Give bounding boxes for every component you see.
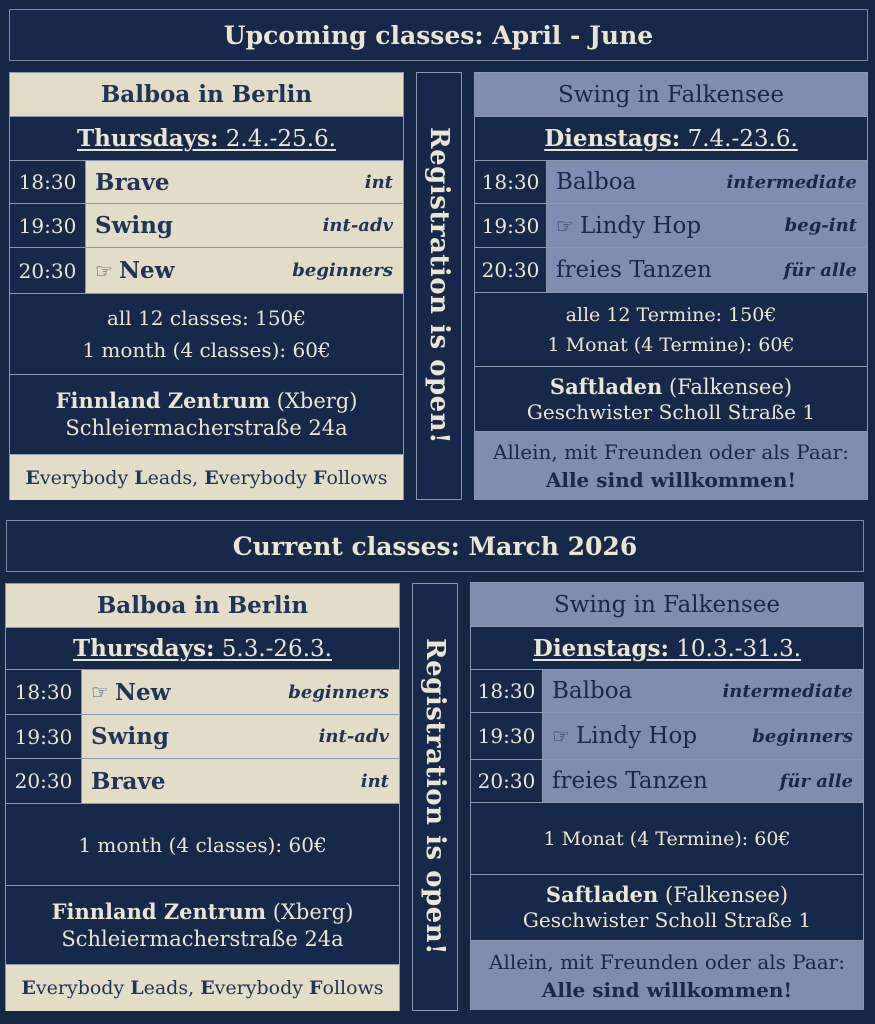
class-name: freies Tanzen [552,768,708,794]
welcome-line: Alle sind willkommen! [541,977,793,1002]
time-cell: 20:30 [10,248,85,293]
schedule-table [475,161,867,292]
time-cell: 19:30 [6,715,81,758]
time-cell: 18:30 [471,670,542,712]
welcome-line: Alle sind willkommen! [545,468,797,492]
date-range [10,117,403,160]
class-level: int-adv [318,726,389,747]
class-level: für alle [783,259,857,281]
venue-box [6,886,399,964]
time-cell: 18:30 [10,161,85,203]
venue-area: (Falkensee) [665,883,789,907]
class-name: ☞ Lindy Hop [552,723,698,749]
class-level: beginners [288,681,389,703]
schedule-table [6,670,399,803]
time-cell: 18:30 [475,161,546,203]
pointing-hand-icon: ☞ [556,213,574,238]
price-line: alle 12 Termine: 150€ [565,303,777,326]
schedule-table [10,161,403,293]
date-prefix: Dienstags: [532,634,669,662]
venue-box [475,367,867,431]
date-range [6,628,399,669]
class-row [86,204,403,247]
time-cell: 20:30 [475,248,546,292]
class-level: für alle [779,770,853,792]
price-line: 1 Monat (4 Termine): 60€ [547,333,795,356]
class-row [82,759,399,803]
class-row [86,248,403,293]
class-row [543,713,863,759]
time-cell: 20:30 [6,759,81,803]
class-row [547,204,867,247]
current-swing-falkensee-panel [470,582,864,1010]
venue-street: Geschwister Scholl Straße 1 [522,908,812,932]
welcome-line: Allein, mit Freunden oder als Paar: [493,440,849,464]
registration-open-label: Registration is open! [412,583,458,1011]
date-value: 2.4.-25.6. [225,126,336,152]
panel-title: Balboa in Berlin [6,584,399,627]
price-box [471,803,863,874]
pointing-hand-icon: ☞ [91,680,109,704]
time-cell: 18:30 [6,670,81,714]
venue-box [10,375,403,454]
venue-area: (Xberg) [272,899,354,924]
class-name: Swing [91,723,169,750]
welcome-line: Allein, mit Freunden oder als Paar: [489,949,845,974]
venue-area: (Falkensee) [669,374,793,399]
motto: Everybody Leads, Everybody Follows [10,455,403,500]
time-cell: 20:30 [471,760,542,802]
date-range [475,117,867,160]
price-box [10,294,403,374]
class-level: int [364,171,393,193]
date-value: 5.3.-26.3. [221,636,332,662]
price-line: 1 Monat (4 Termine): 60€ [543,827,791,850]
upcoming-banner: Upcoming classes: April - June [9,9,868,61]
class-row [547,248,867,292]
class-level: beginners [752,725,853,747]
class-name: ☞ Lindy Hop [556,212,702,239]
time-cell: 19:30 [471,713,542,759]
price-box [475,293,867,366]
class-level: intermediate [726,171,857,193]
pointing-hand-icon: ☞ [552,724,570,748]
price-line: 1 month (4 classes): 60€ [82,338,331,362]
schedule-table [471,670,863,802]
class-name: Brave [95,168,170,196]
class-name: Brave [91,767,166,795]
class-name: Balboa [552,678,633,704]
date-range [471,627,863,669]
date-value: 10.3.-31.3. [676,635,802,662]
class-name: freies Tanzen [556,257,712,283]
venue-street: Schleiermacherstraße 24a [65,416,348,440]
pointing-hand-icon: ☞ [95,258,113,283]
price-box [6,804,399,885]
motto: Everybody Leads, Everybody Follows [6,965,399,1011]
time-cell: 19:30 [475,204,546,247]
class-level: beg-int [784,215,857,236]
class-level: int-adv [322,215,393,236]
welcome-box [471,941,863,1010]
current-balboa-berlin-panel [5,583,400,1011]
date-value: 7.4.-23.6. [687,126,798,152]
class-name: Balboa [556,169,637,195]
price-line: all 12 classes: 150€ [106,306,307,330]
current-banner: Current classes: March 2026 [6,520,864,572]
date-prefix: Thursdays: [73,635,215,662]
date-prefix: Dienstags: [544,125,681,152]
venue-name: Saftladen [545,882,659,907]
venue-street: Geschwister Scholl Straße 1 [526,399,816,424]
welcome-box [475,432,867,500]
class-level: intermediate [722,680,853,702]
panel-title: Swing in Falkensee [475,73,867,116]
class-level: beginners [292,260,393,281]
venue-street: Schleiermacherstraße 24a [61,926,344,951]
price-line: 1 month (4 classes): 60€ [78,832,327,857]
venue-area: (Xberg) [276,389,358,413]
venue-name: Saftladen [549,373,663,399]
date-prefix: Thursdays: [77,125,219,152]
time-cell: 19:30 [10,204,85,247]
class-row [82,715,399,758]
venue-box [471,875,863,940]
panel-title: Swing in Falkensee [471,583,863,626]
class-name: Swing [95,212,173,239]
panel-title: Balboa in Berlin [10,73,403,116]
upcoming-swing-falkensee-panel [474,72,868,500]
class-row [547,161,867,203]
class-name: ☞ New [95,257,175,284]
venue-name: Finnland Zentrum [51,898,267,924]
class-name: ☞ New [91,678,171,706]
upcoming-balboa-berlin-panel [9,72,404,500]
class-row [543,670,863,712]
class-row [86,161,403,203]
class-row [82,670,399,714]
class-row [543,760,863,802]
registration-open-label: Registration is open! [416,72,462,500]
venue-name: Finnland Zentrum [55,388,271,413]
class-level: int [360,770,389,792]
